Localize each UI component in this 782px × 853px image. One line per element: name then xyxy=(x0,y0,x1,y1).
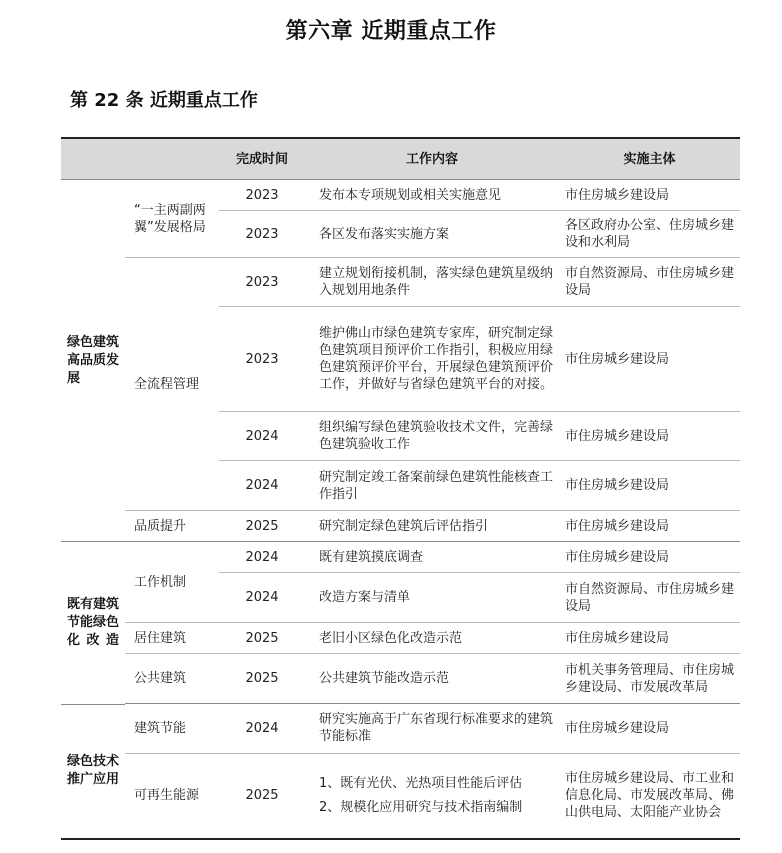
subgroup-cell: 建筑节能 xyxy=(125,704,219,753)
year-cell: 2025 xyxy=(219,623,305,654)
table-row xyxy=(61,704,740,753)
content-cell: 组织编写绿色建筑验收技术文件，完善绿色建筑验收工作 xyxy=(305,412,559,461)
agency-cell: 市住房城乡建设局 xyxy=(559,180,740,211)
table-header-row xyxy=(61,138,740,180)
category-cell: 既有建筑节能绿色化改造 xyxy=(61,542,125,705)
category-cell: 绿色技术推广应用 xyxy=(61,704,125,839)
year-cell: 2025 xyxy=(219,654,305,704)
subgroup-cell: “一主两副两翼”发展格局 xyxy=(125,180,219,258)
year-cell: 2024 xyxy=(219,461,305,511)
subgroup-cell: 全流程管理 xyxy=(125,258,219,511)
subgroup-cell: 品质提升 xyxy=(125,511,219,542)
table-row xyxy=(61,511,740,542)
year-cell: 2025 xyxy=(219,753,305,839)
content-cell: 研究制定绿色建筑后评估指引 xyxy=(305,511,559,542)
table-row xyxy=(61,623,740,654)
year-cell: 2024 xyxy=(219,704,305,753)
subgroup-cell: 工作机制 xyxy=(125,542,219,623)
year-cell: 2024 xyxy=(219,573,305,623)
year-cell: 2023 xyxy=(219,180,305,211)
content-cell: 发布本专项规划或相关实施意见 xyxy=(305,180,559,211)
header-work-content: 工作内容 xyxy=(305,138,559,180)
content-cell: 既有建筑摸底调查 xyxy=(305,542,559,573)
table-row xyxy=(61,542,740,573)
agency-cell: 市住房城乡建设局、市工业和信息化局、市发展改革局、佛山供电局、太阳能产业协会 xyxy=(559,753,740,839)
table-row xyxy=(61,753,740,839)
header-implementing-body: 实施主体 xyxy=(559,138,740,180)
content-line-1: 1、既有光伏、光热项目性能后评估 xyxy=(319,776,523,792)
agency-cell: 各区政府办公室、住房城乡建设和水利局 xyxy=(559,211,740,258)
chapter-title: 第六章 近期重点工作 xyxy=(285,19,497,44)
category-cell: 绿色建筑高品质发展 xyxy=(61,180,125,542)
table-row xyxy=(61,258,740,307)
table-row xyxy=(61,654,740,704)
content-cell: 研究实施高于广东省现行标准要求的建筑节能标准 xyxy=(305,704,559,753)
header-completion-time: 完成时间 xyxy=(219,138,305,180)
agency-cell: 市住房城乡建设局 xyxy=(559,412,740,461)
content-cell: 老旧小区绿色化改造示范 xyxy=(305,623,559,654)
year-cell: 2023 xyxy=(219,258,305,307)
content-cell: 公共建筑节能改造示范 xyxy=(305,654,559,704)
section-title: 第 22 条 近期重点工作 xyxy=(70,90,258,111)
agency-cell: 市住房城乡建设局 xyxy=(559,704,740,753)
year-cell: 2023 xyxy=(219,211,305,258)
content-cell: 改造方案与清单 xyxy=(305,573,559,623)
content-cell: 维护佛山市绿色建筑专家库，研究制定绿色建筑项目预评价工作指引，积极应用绿色建筑预评价平台，开展绿色建筑预评价工作，并做好与省绿色建筑平台的对接。 xyxy=(305,307,559,412)
header-subgroup xyxy=(125,138,219,180)
table-row xyxy=(61,180,740,211)
agency-cell: 市住房城乡建设局 xyxy=(559,542,740,573)
agency-cell: 市住房城乡建设局 xyxy=(559,511,740,542)
header-category xyxy=(61,138,125,180)
agency-cell: 市自然资源局、市住房城乡建设局 xyxy=(559,258,740,307)
agency-cell: 市住房城乡建设局 xyxy=(559,461,740,511)
content-line-2: 2、规模化应用研究与技术指南编制 xyxy=(319,800,523,816)
agency-cell: 市自然资源局、市住房城乡建设局 xyxy=(559,573,740,623)
subgroup-cell: 可再生能源 xyxy=(125,753,219,839)
year-cell: 2023 xyxy=(219,307,305,412)
content-cell: 建立规划衔接机制，落实绿色建筑星级纳入规划用地条件 xyxy=(305,258,559,307)
year-cell: 2024 xyxy=(219,412,305,461)
agency-cell: 市住房城乡建设局 xyxy=(559,307,740,412)
content-cell: 各区发布落实实施方案 xyxy=(305,211,559,258)
subgroup-cell: 居住建筑 xyxy=(125,623,219,654)
agency-cell: 市住房城乡建设局 xyxy=(559,623,740,654)
content-cell: 研究制定竣工备案前绿色建筑性能核查工作指引 xyxy=(305,461,559,511)
agency-cell: 市机关事务管理局、市住房城乡建设局、市发展改革局 xyxy=(559,654,740,704)
year-cell: 2024 xyxy=(219,542,305,573)
year-cell: 2025 xyxy=(219,511,305,542)
work-plan-table xyxy=(61,137,740,840)
content-cell xyxy=(305,753,559,839)
subgroup-cell: 公共建筑 xyxy=(125,654,219,704)
